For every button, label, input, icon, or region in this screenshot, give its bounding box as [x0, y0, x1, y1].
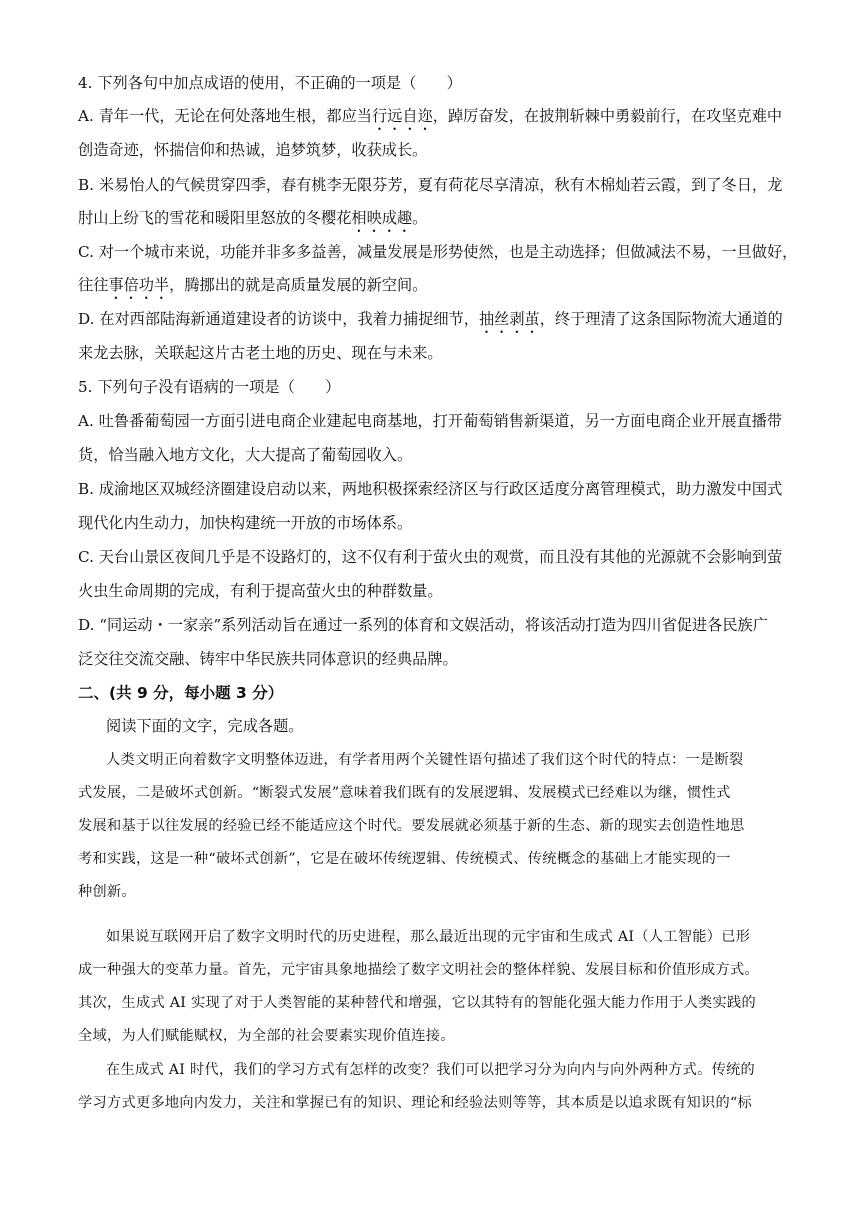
passage-p2-line3: 其次，生成式 AI 实现了对于人类智能的某种替代和增强，它以其特有的智能化强大能力作用于人类实践的: [78, 995, 757, 1011]
q4-option-c-line2: 往往事倍功半，腾挪出的就是高质量发展的新空间。: [78, 276, 428, 294]
q5-option-a-line1: A. 吐鲁番葡萄园一方面引进电商企业建起电商基地，打开葡萄销售新渠道，另一方面电商企业开展直播带: [78, 412, 783, 430]
passage-p1-line2: 式发展，二是破坏式创新。“断裂式发展”意味着我们既有的发展逻辑、发展模式已经难以为继，惯性式: [78, 785, 731, 801]
q5-option-c-line2: 火虫生命周期的完成，有利于提高萤火虫的种群数量。: [78, 582, 443, 600]
q5-stem: 5. 下列句子没有语病的一项是（ ）: [78, 378, 341, 396]
q4-idiom-b: 相映成趣: [351, 209, 413, 227]
q4-option-b-line2: 肘山上纷飞的雪花和暖阳里怒放的冬樱花相映成趣。: [78, 209, 428, 227]
q5-option-c-line1: C. 天台山景区夜间几乎是不设路灯的，这不仅有利于萤火虫的观赏，而且没有其他的光源就不会影响到萤: [78, 548, 783, 566]
passage-p2-line2: 成一种强大的变革力量。首先，元宇宙具象地描绘了数字文明社会的整体样貌、发展目标和价值形成方式。: [78, 962, 759, 978]
q4-option-a-line2: 创造奇迹，怀揣信仰和热诚，追梦筑梦，收获成长。: [78, 141, 428, 159]
q4-option-b-line1: B. 米易怡人的气候贯穿四季，春有桃李无限芬芳，夏有荷花尽享清凉，秋有木棉灿若云霞，到了冬日，龙: [78, 176, 783, 194]
q4-option-a-line1: A. 青年一代，无论在何处落地生根，都应当行远自迩，踔厉奋发，在披荆斩棘中勇毅前行，在攻坚克难中: [78, 107, 783, 125]
q5-option-b-line1: B. 成渝地区双城经济圈建设启动以来，两地积极探索经济区与行政区适度分离管理模式，助力激发中国式: [78, 480, 783, 498]
q4-option-d-line2: 来龙去脉，关联起这片古老土地的历史、现在与未来。: [78, 344, 443, 362]
q4-stem: 4. 下列各句中加点成语的使用，不正确的一项是（ ）: [78, 74, 462, 92]
passage-p2-line1: 如果说互联网开启了数字文明时代的历史进程，那么最近出现的元宇宙和生成式 AI（人工智能）已形: [106, 929, 751, 945]
passage-p3-line1: 在生成式 AI 时代，我们的学习方式有怎样的改变？我们可以把学习分为向内与向外两种方式。传统的: [106, 1062, 756, 1078]
q4-idiom-d: 抽丝剥茧: [478, 310, 540, 328]
q5-option-d-line2: 泛交往交流交融、铸牢中华民族共同体意识的经典品牌。: [78, 650, 458, 668]
q5-option-a-line2: 货，恰当融入地方文化，大大提高了葡萄园收入。: [78, 446, 413, 464]
q5-option-b-line2: 现代化内生动力，加快构建统一开放的市场体系。: [78, 514, 413, 532]
q4-option-d-line1: D. 在对西部陆海新通道建设者的访谈中，我着力捕捉细节，抽丝剥茧，终于理清了这条国际物流大通道的: [78, 310, 783, 328]
section2-heading: 二、(共 9 分，每小题 3 分）: [78, 684, 284, 702]
passage-p1-line3: 发展和基于以往发展的经验已经不能适应这个时代。要发展就必须基于新的生态、新的现实去创造性地思: [78, 818, 745, 834]
q4-idiom-a: 行远自迩: [372, 107, 433, 125]
q4-idiom-c: 事倍功半: [108, 276, 170, 294]
q5-option-d-line1: D. “同运动・一家亲”系列活动旨在通过一系列的体育和文娱活动，将该活动打造为四川省促进各民族广: [78, 616, 768, 634]
q4-option-c-line1: C. 对一个城市来说，功能并非多多益善，减量发展是形势使然，也是主动选择；但做减法不易，一旦做好，: [78, 243, 798, 261]
passage-p2-line4: 全域，为人们赋能赋权，为全部的社会要素实现价值连接。: [78, 1028, 455, 1044]
passage-p1-line1: 人类文明正向着数字文明整体迈进，有学者用两个关键性语句描述了我们这个时代的特点：一是断裂: [106, 752, 744, 768]
passage-p3-line2: 学习方式更多地向内发力，关注和掌握已有的知识、理论和经验法则等等，其本质是以追求既有知识的“标: [78, 1095, 752, 1111]
passage-p1-line5: 种创新。: [78, 884, 136, 900]
passage-p1-line4: 考和实践，这是一种“破坏式创新”，它是在破坏传统逻辑、传统模式、传统概念的基础上才能实现的一: [78, 851, 731, 867]
section2-instruction: 阅读下面的文字，完成各题。: [106, 717, 304, 735]
